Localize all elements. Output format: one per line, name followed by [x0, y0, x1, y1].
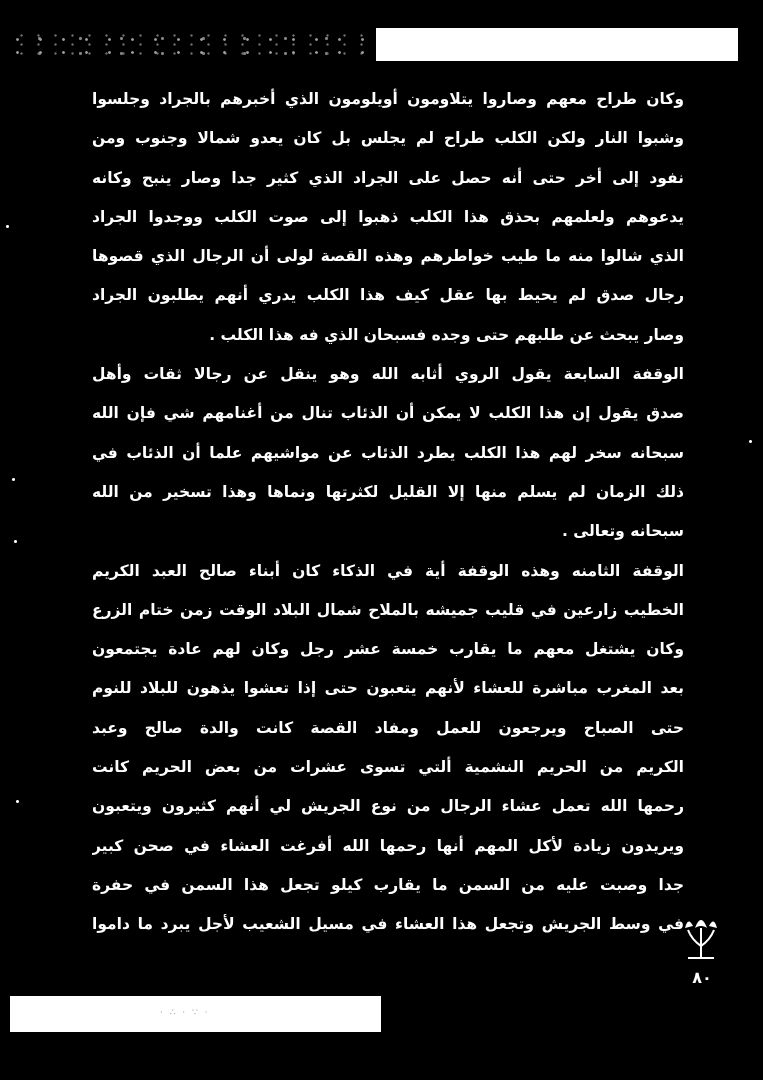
text-line: سبحانه سخر لهم هذا الكلب يطرد الذئاب عن مواشيهم علما أن الذئاب في [92, 443, 684, 462]
text-line: رحمها الله تعمل عشاء الرجال من نوع الجريش لي أنهم كثيرون ويتعبون [92, 797, 684, 816]
text-line: صدق يقول إن هذا الكلب لا يمكن أن الذئاب تنال من أغنامهم شي فإن الله [92, 404, 684, 423]
text-line: وشبوا النار ولكن الكلب طراح لم يجلس بل كان يعدو شمالا وجنوب ومن [92, 129, 684, 148]
text-line: ويريدون زيادة لأكل المهم أنها رحمها الله أفرغت العشاء في صحن كبير [92, 836, 684, 855]
text-line: حتى الصباح ويرجعون للعمل ومفاد القصة كانت والدة صالح وعبد [92, 718, 684, 737]
tulip-ornament-icon [684, 906, 718, 962]
page-number: ٨٠ [692, 968, 712, 987]
text-line: جدا وصبت عليه من السمن ما يقارب كيلو تجعل هذا السمن في حفرة [92, 875, 684, 894]
margin-speck [6, 225, 9, 228]
margin-speck [749, 440, 752, 443]
header-redaction-box [376, 28, 738, 61]
text-line: الذي شالوا منه ما طيب خواطرهم وهذه القصة لولى أن الرجال الذي قصوها [92, 247, 684, 266]
text-line: الخطيب زارعين في قليب جميشه بالملاح شمال البلاد الوقت زمن ختام الزرع [92, 600, 684, 619]
text-line: في وسط الجريش وتجعل هذا العشاء في مسيل الشعيب لأجل يبرد ما داموا [92, 915, 684, 934]
margin-speck [12, 478, 15, 481]
footer-scan-mark: · ∴ · ∵ · [160, 1008, 210, 1018]
text-line: وكان طراح معهم وصاروا يتلاومون أويلومون الذي أخبرهم بالجراد وجلسوا [92, 90, 684, 108]
page-header [0, 22, 763, 70]
text-line: وكان يشتغل معهم ما يقارب خمسة عشر رجل وكان لهم عادة يجتمعون [92, 640, 684, 659]
text-line: رجال صدق لم يحيط بها عقل كيف هذا الكلب يدري أنهم يطلبون الجراد [92, 286, 684, 305]
text-line: نفود إلى أخر حتى أنه حصل على الجراد الذي كثير جدا وصار ينبح وكانه [92, 168, 684, 187]
text-line: الكريم من الحريم النشمية ألتي تسوى عشرات من بعض الحريم كانت [92, 758, 684, 777]
text-line: وصار يبحث عن طلبهم حتى وجده فسبحان الذي فه هذا الكلب . [209, 325, 684, 344]
footer-redaction-box [10, 996, 381, 1032]
body-text [92, 80, 684, 945]
text-line: بعد المغرب مباشرة للعشاء لأنهم يتعبون حتى إذا تعشوا يذهون للبلاد للنوم [92, 679, 684, 698]
margin-speck [16, 800, 19, 803]
text-line: سبحانه وتعالى . [562, 522, 684, 541]
scan-noise [6, 30, 366, 58]
margin-speck [14, 540, 17, 543]
text-line: ذلك الزمان لم يسلم منها إلا القليل لكثرتها ونماها وهذا تسخير من الله [92, 482, 684, 501]
text-line: الوقفة السابعة يقول الروي أثابه الله وهو ينقل عن رجالا ثقات وأهل [92, 365, 684, 384]
text-line: الوقفة الثامنه وهذه الوقفة أية في الذكاء كان أبناء صالح العبد الكريم [92, 561, 684, 580]
text-line: يدعوهم ولعلمهم بحذق هذا الكلب ذهبوا إلى صوت الكلب ووجدوا الجراد [92, 207, 684, 226]
